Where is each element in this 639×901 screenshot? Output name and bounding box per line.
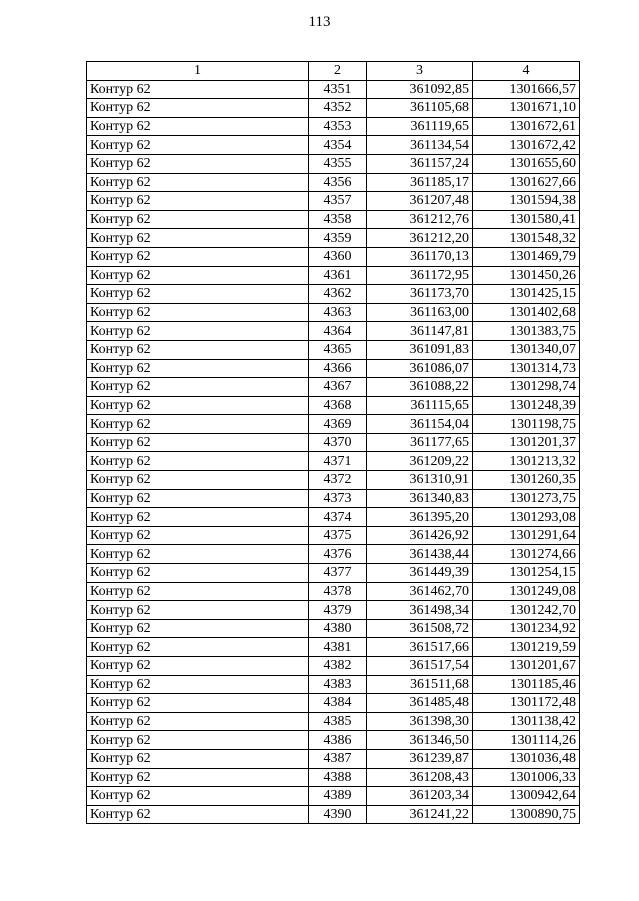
- x-coordinate-cell: 361157,24: [367, 154, 473, 173]
- contour-name-cell: Контур 62: [87, 638, 309, 657]
- table-row: [87, 99, 580, 118]
- contour-name-cell: Контур 62: [87, 415, 309, 434]
- y-coordinate-cell: 1301219,59: [473, 638, 580, 657]
- contour-name-cell: Контур 62: [87, 768, 309, 787]
- contour-name-cell: Контур 62: [87, 322, 309, 341]
- table-row: [87, 489, 580, 508]
- y-coordinate-cell: 1301671,10: [473, 99, 580, 118]
- contour-name-cell: Контур 62: [87, 359, 309, 378]
- table-row: [87, 582, 580, 601]
- table-row: [87, 359, 580, 378]
- y-coordinate-cell: 1301172,48: [473, 694, 580, 713]
- x-coordinate-cell: 361212,76: [367, 210, 473, 229]
- table-row: [87, 805, 580, 824]
- y-coordinate-cell: 1300890,75: [473, 805, 580, 824]
- table-row: [87, 471, 580, 490]
- table-row: [87, 415, 580, 434]
- header-col-2: 2: [309, 62, 367, 81]
- point-number-cell: 4363: [309, 303, 367, 322]
- point-number-cell: 4386: [309, 731, 367, 750]
- table-row: [87, 694, 580, 713]
- x-coordinate-cell: 361212,20: [367, 229, 473, 248]
- header-col-1: 1: [87, 62, 309, 81]
- contour-name-cell: Контур 62: [87, 229, 309, 248]
- y-coordinate-cell: 1301383,75: [473, 322, 580, 341]
- x-coordinate-cell: 361498,34: [367, 601, 473, 620]
- y-coordinate-cell: 1301340,07: [473, 340, 580, 359]
- point-number-cell: 4376: [309, 545, 367, 564]
- contour-name-cell: Контур 62: [87, 675, 309, 694]
- table-row: [87, 378, 580, 397]
- table-row: [87, 285, 580, 304]
- contour-name-cell: Контур 62: [87, 173, 309, 192]
- contour-name-cell: Контур 62: [87, 136, 309, 155]
- table-row: [87, 80, 580, 99]
- contour-name-cell: Контур 62: [87, 694, 309, 713]
- x-coordinate-cell: 361177,65: [367, 433, 473, 452]
- x-coordinate-cell: 361511,68: [367, 675, 473, 694]
- y-coordinate-cell: 1301138,42: [473, 712, 580, 731]
- y-coordinate-cell: 1301201,67: [473, 657, 580, 676]
- table-row: [87, 303, 580, 322]
- point-number-cell: 4385: [309, 712, 367, 731]
- y-coordinate-cell: 1301260,35: [473, 471, 580, 490]
- point-number-cell: 4380: [309, 619, 367, 638]
- header-col-3: 3: [367, 62, 473, 81]
- x-coordinate-cell: 361092,85: [367, 80, 473, 99]
- point-number-cell: 4364: [309, 322, 367, 341]
- x-coordinate-cell: 361310,91: [367, 471, 473, 490]
- contour-name-cell: Контур 62: [87, 545, 309, 564]
- x-coordinate-cell: 361398,30: [367, 712, 473, 731]
- y-coordinate-cell: 1301248,39: [473, 396, 580, 415]
- contour-name-cell: Контур 62: [87, 285, 309, 304]
- y-coordinate-cell: 1301425,15: [473, 285, 580, 304]
- x-coordinate-cell: 361203,34: [367, 787, 473, 806]
- contour-name-cell: Контур 62: [87, 80, 309, 99]
- x-coordinate-cell: 361426,92: [367, 526, 473, 545]
- y-coordinate-cell: 1301114,26: [473, 731, 580, 750]
- x-coordinate-cell: 361508,72: [367, 619, 473, 638]
- table-row: [87, 340, 580, 359]
- contour-name-cell: Контур 62: [87, 805, 309, 824]
- y-coordinate-cell: 1301594,38: [473, 192, 580, 211]
- x-coordinate-cell: 361209,22: [367, 452, 473, 471]
- table-row: [87, 508, 580, 527]
- point-number-cell: 4374: [309, 508, 367, 527]
- point-number-cell: 4369: [309, 415, 367, 434]
- table-row: [87, 731, 580, 750]
- y-coordinate-cell: 1301666,57: [473, 80, 580, 99]
- table-row: [87, 526, 580, 545]
- table-row: [87, 675, 580, 694]
- table-row: [87, 657, 580, 676]
- point-number-cell: 4379: [309, 601, 367, 620]
- y-coordinate-cell: 1301198,75: [473, 415, 580, 434]
- contour-name-cell: Контур 62: [87, 582, 309, 601]
- point-number-cell: 4373: [309, 489, 367, 508]
- point-number-cell: 4359: [309, 229, 367, 248]
- y-coordinate-cell: 1301655,60: [473, 154, 580, 173]
- x-coordinate-cell: 361241,22: [367, 805, 473, 824]
- table-row: [87, 749, 580, 768]
- table-row: [87, 117, 580, 136]
- contour-name-cell: Контур 62: [87, 247, 309, 266]
- contour-name-cell: Контур 62: [87, 99, 309, 118]
- table-header: [87, 62, 580, 81]
- y-coordinate-cell: 1301548,32: [473, 229, 580, 248]
- x-coordinate-cell: 361517,54: [367, 657, 473, 676]
- contour-name-cell: Контур 62: [87, 787, 309, 806]
- point-number-cell: 4384: [309, 694, 367, 713]
- table-row: [87, 638, 580, 657]
- point-number-cell: 4354: [309, 136, 367, 155]
- contour-name-cell: Контур 62: [87, 452, 309, 471]
- contour-name-cell: Контур 62: [87, 526, 309, 545]
- contour-name-cell: Контур 62: [87, 749, 309, 768]
- point-number-cell: 4353: [309, 117, 367, 136]
- contour-name-cell: Контур 62: [87, 340, 309, 359]
- table-row: [87, 266, 580, 285]
- x-coordinate-cell: 361119,65: [367, 117, 473, 136]
- point-number-cell: 4381: [309, 638, 367, 657]
- y-coordinate-cell: 1301036,48: [473, 749, 580, 768]
- y-coordinate-cell: 1301293,08: [473, 508, 580, 527]
- x-coordinate-cell: 361185,17: [367, 173, 473, 192]
- table-row: [87, 396, 580, 415]
- contour-name-cell: Контур 62: [87, 303, 309, 322]
- point-number-cell: 4378: [309, 582, 367, 601]
- table-row: [87, 787, 580, 806]
- x-coordinate-cell: 361207,48: [367, 192, 473, 211]
- table-row: [87, 712, 580, 731]
- y-coordinate-cell: 1301672,61: [473, 117, 580, 136]
- y-coordinate-cell: 1301672,42: [473, 136, 580, 155]
- y-coordinate-cell: 1301249,08: [473, 582, 580, 601]
- contour-name-cell: Контур 62: [87, 396, 309, 415]
- contour-name-cell: Контур 62: [87, 712, 309, 731]
- point-number-cell: 4375: [309, 526, 367, 545]
- table-row: [87, 229, 580, 248]
- x-coordinate-cell: 361170,13: [367, 247, 473, 266]
- x-coordinate-cell: 361485,48: [367, 694, 473, 713]
- y-coordinate-cell: 1301627,66: [473, 173, 580, 192]
- point-number-cell: 4362: [309, 285, 367, 304]
- y-coordinate-cell: 1301291,64: [473, 526, 580, 545]
- x-coordinate-cell: 361088,22: [367, 378, 473, 397]
- table-row: [87, 210, 580, 229]
- point-number-cell: 4366: [309, 359, 367, 378]
- point-number-cell: 4352: [309, 99, 367, 118]
- point-number-cell: 4357: [309, 192, 367, 211]
- x-coordinate-cell: 361462,70: [367, 582, 473, 601]
- y-coordinate-cell: 1301185,46: [473, 675, 580, 694]
- table-row: [87, 545, 580, 564]
- header-col-4: 4: [473, 62, 580, 81]
- x-coordinate-cell: 361154,04: [367, 415, 473, 434]
- contour-name-cell: Контур 62: [87, 433, 309, 452]
- point-number-cell: 4367: [309, 378, 367, 397]
- table-row: [87, 768, 580, 787]
- x-coordinate-cell: 361105,68: [367, 99, 473, 118]
- contour-name-cell: Контур 62: [87, 657, 309, 676]
- contour-name-cell: Контур 62: [87, 619, 309, 638]
- point-number-cell: 4361: [309, 266, 367, 285]
- contour-name-cell: Контур 62: [87, 564, 309, 583]
- y-coordinate-cell: 1301469,79: [473, 247, 580, 266]
- page-number: 113: [308, 14, 331, 30]
- table-row: [87, 136, 580, 155]
- contour-name-cell: Контур 62: [87, 489, 309, 508]
- y-coordinate-cell: 1301201,37: [473, 433, 580, 452]
- header-row: [87, 62, 580, 81]
- x-coordinate-cell: 361346,50: [367, 731, 473, 750]
- y-coordinate-cell: 1301254,15: [473, 564, 580, 583]
- table-body: [87, 80, 580, 824]
- point-number-cell: 4355: [309, 154, 367, 173]
- coordinates-table: [86, 61, 580, 824]
- contour-name-cell: Контур 62: [87, 210, 309, 229]
- x-coordinate-cell: 361517,66: [367, 638, 473, 657]
- point-number-cell: 4360: [309, 247, 367, 266]
- point-number-cell: 4370: [309, 433, 367, 452]
- point-number-cell: 4365: [309, 340, 367, 359]
- table-row: [87, 322, 580, 341]
- x-coordinate-cell: 361239,87: [367, 749, 473, 768]
- x-coordinate-cell: 361438,44: [367, 545, 473, 564]
- table-row: [87, 601, 580, 620]
- table-row: [87, 433, 580, 452]
- y-coordinate-cell: 1301402,68: [473, 303, 580, 322]
- y-coordinate-cell: 1301273,75: [473, 489, 580, 508]
- point-number-cell: 4389: [309, 787, 367, 806]
- x-coordinate-cell: 361163,00: [367, 303, 473, 322]
- y-coordinate-cell: 1301234,92: [473, 619, 580, 638]
- y-coordinate-cell: 1301298,74: [473, 378, 580, 397]
- y-coordinate-cell: 1300942,64: [473, 787, 580, 806]
- contour-name-cell: Контур 62: [87, 154, 309, 173]
- contour-name-cell: Контур 62: [87, 266, 309, 285]
- point-number-cell: 4377: [309, 564, 367, 583]
- contour-name-cell: Контур 62: [87, 731, 309, 750]
- y-coordinate-cell: 1301006,33: [473, 768, 580, 787]
- contour-name-cell: Контур 62: [87, 508, 309, 527]
- point-number-cell: 4372: [309, 471, 367, 490]
- point-number-cell: 4371: [309, 452, 367, 471]
- y-coordinate-cell: 1301580,41: [473, 210, 580, 229]
- table-row: [87, 192, 580, 211]
- x-coordinate-cell: 361115,65: [367, 396, 473, 415]
- x-coordinate-cell: 361395,20: [367, 508, 473, 527]
- x-coordinate-cell: 361173,70: [367, 285, 473, 304]
- x-coordinate-cell: 361449,39: [367, 564, 473, 583]
- contour-name-cell: Контур 62: [87, 378, 309, 397]
- table-row: [87, 154, 580, 173]
- point-number-cell: 4382: [309, 657, 367, 676]
- contour-name-cell: Контур 62: [87, 601, 309, 620]
- x-coordinate-cell: 361208,43: [367, 768, 473, 787]
- point-number-cell: 4388: [309, 768, 367, 787]
- x-coordinate-cell: 361086,07: [367, 359, 473, 378]
- point-number-cell: 4390: [309, 805, 367, 824]
- y-coordinate-cell: 1301274,66: [473, 545, 580, 564]
- table-row: [87, 173, 580, 192]
- table-row: [87, 619, 580, 638]
- contour-name-cell: Контур 62: [87, 471, 309, 490]
- x-coordinate-cell: 361147,81: [367, 322, 473, 341]
- contour-name-cell: Контур 62: [87, 192, 309, 211]
- y-coordinate-cell: 1301314,73: [473, 359, 580, 378]
- table-row: [87, 452, 580, 471]
- point-number-cell: 4356: [309, 173, 367, 192]
- point-number-cell: 4387: [309, 749, 367, 768]
- point-number-cell: 4351: [309, 80, 367, 99]
- x-coordinate-cell: 361340,83: [367, 489, 473, 508]
- x-coordinate-cell: 361091,83: [367, 340, 473, 359]
- y-coordinate-cell: 1301242,70: [473, 601, 580, 620]
- x-coordinate-cell: 361134,54: [367, 136, 473, 155]
- table-row: [87, 247, 580, 266]
- y-coordinate-cell: 1301213,32: [473, 452, 580, 471]
- table-row: [87, 564, 580, 583]
- y-coordinate-cell: 1301450,26: [473, 266, 580, 285]
- point-number-cell: 4358: [309, 210, 367, 229]
- contour-name-cell: Контур 62: [87, 117, 309, 136]
- point-number-cell: 4368: [309, 396, 367, 415]
- point-number-cell: 4383: [309, 675, 367, 694]
- x-coordinate-cell: 361172,95: [367, 266, 473, 285]
